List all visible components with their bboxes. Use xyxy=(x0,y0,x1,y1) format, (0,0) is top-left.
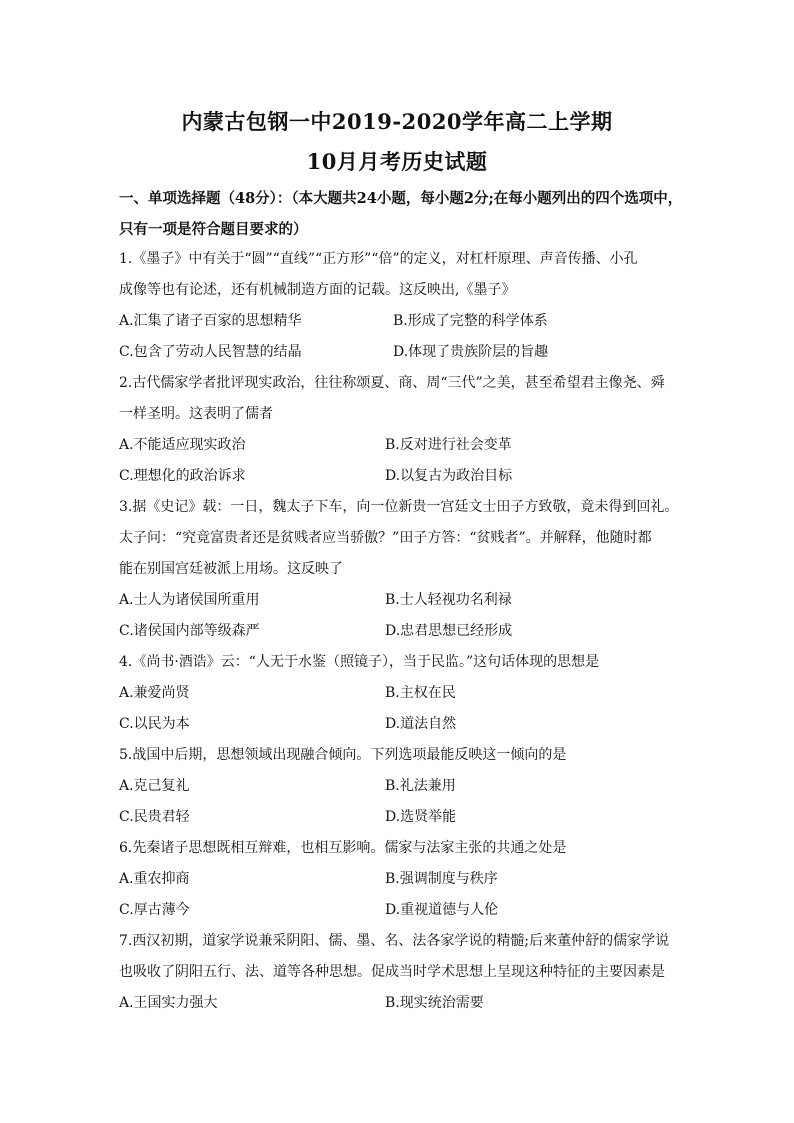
question-5-option-b: B.礼法兼用 xyxy=(385,778,456,794)
section-heading-line-2: 只有一项是符合题目要求的） xyxy=(119,221,308,238)
exam-title-line1: 内蒙古包钢一中2019-2020学年高二上学期 xyxy=(181,109,613,134)
question-6-option-b: B.强调制度与秩序 xyxy=(385,871,498,887)
question-2-line-2: 一样圣明。这表明了儒者 xyxy=(119,406,273,422)
question-7-stem xyxy=(119,926,679,988)
question-7-option-a: A.王国实力强大 xyxy=(119,995,218,1011)
question-6-option-a: A.重农抑商 xyxy=(119,871,190,887)
question-7-option-b: B.现实统治需要 xyxy=(385,995,484,1011)
question-6-stem xyxy=(119,833,679,864)
question-1-option-c: C.包含了劳动人民智慧的结晶 xyxy=(119,344,302,360)
question-1-option-d: D.体现了贵族阶层的旨趣 xyxy=(393,344,549,360)
question-5-option-a: A.克己复礼 xyxy=(119,778,190,794)
question-1-option-a: A.汇集了诸子百家的思想精华 xyxy=(119,313,302,329)
question-2-option-b: B.反对进行社会变革 xyxy=(385,437,512,453)
question-3-line-3: 能在别国宫廷被派上用场。这反映了 xyxy=(119,561,343,577)
question-2-stem xyxy=(119,368,679,430)
question-2-option-a: A.不能适应现实政治 xyxy=(119,437,246,453)
question-5-stem xyxy=(119,740,679,771)
question-3-stem xyxy=(119,492,679,585)
exam-title-line2: 10月月考历史试题 xyxy=(306,149,488,174)
question-1-line-2: 成像等也有论述，还有机械制造方面的记载。这反映出,《墨子》 xyxy=(119,282,516,298)
question-6-option-d: D.重视道德与人伦 xyxy=(385,902,499,918)
question-5-option-c: C.民贵君轻 xyxy=(119,809,190,825)
question-3-line-1: 3.据《史记》载：一日，魏太子下车，向一位新贵一宫廷文士田子方致敬，竟未得到回礼。 xyxy=(119,499,679,515)
question-5-option-d: D.选贤举能 xyxy=(385,809,457,825)
question-2-option-c: C.理想化的政治诉求 xyxy=(119,468,246,484)
question-2-line-1: 2.古代儒家学者批评现实政治，往往称颂夏、商、周“三代”之美，甚至希望君主像尧、舜 xyxy=(119,375,665,391)
question-6-option-c: C.厚古薄今 xyxy=(119,902,190,918)
question-3-option-d: D.忠君思想已经形成 xyxy=(385,623,513,639)
question-4-option-b: B.主权在民 xyxy=(385,685,456,701)
question-3-line-2: 太子问：“究竟富贵者还是贫贱者应当骄傲？”田子方答：“贫贱者”。并解释，他随时都 xyxy=(119,530,652,546)
question-5-line-1: 5.战国中后期，思想领域出现融合倾向。下列选项最能反映这一倾向的是 xyxy=(119,747,567,763)
question-4-line-1: 4.《尚书·酒诰》云：“人无于水鉴（照镜子），当于民监。”这句话体现的思想是 xyxy=(119,654,600,670)
question-3-option-a: A.士人为诸侯国所重用 xyxy=(119,592,260,608)
question-1-line-1: 1.《墨子》中有关于“圆”“直线”“正方形”“倍”的定义，对杠杆原理、声音传播、小孔 xyxy=(119,251,638,267)
question-3-option-c: C.诸侯国内部等级森严 xyxy=(119,623,260,639)
question-3-option-b: B.士人轻视功名利禄 xyxy=(385,592,512,608)
question-1-stem xyxy=(119,244,679,306)
question-7-line-1: 7.西汉初期，道家学说兼采阴阳、儒、墨、名、法各家学说的精髓;后来董仲舒的儒家学说 xyxy=(119,933,670,949)
question-4-option-d: D.道法自然 xyxy=(385,716,457,732)
section-heading-line-1: 一、单项选择题（48分）：（本大题共24小题，每小题2分;在每小题列出的四个选项中， xyxy=(119,190,683,207)
question-4-option-a: A.兼爱尚贤 xyxy=(119,685,190,701)
question-1-option-b: B.形成了完整的科学体系 xyxy=(393,313,548,329)
question-7-line-2: 也吸收了阴阳五行、法、道等各种思想。促成当时学术思想上呈现这种特征的主要因素是 xyxy=(119,964,665,980)
question-4-stem xyxy=(119,647,679,678)
section-heading xyxy=(119,183,699,245)
question-2-option-d: D.以复古为政治目标 xyxy=(385,468,513,484)
question-4-option-c: C.以民为本 xyxy=(119,716,190,732)
question-6-line-1: 6.先秦诸子思想既相互辩难，也相互影响。儒家与法家主张的共通之处是 xyxy=(119,840,567,856)
